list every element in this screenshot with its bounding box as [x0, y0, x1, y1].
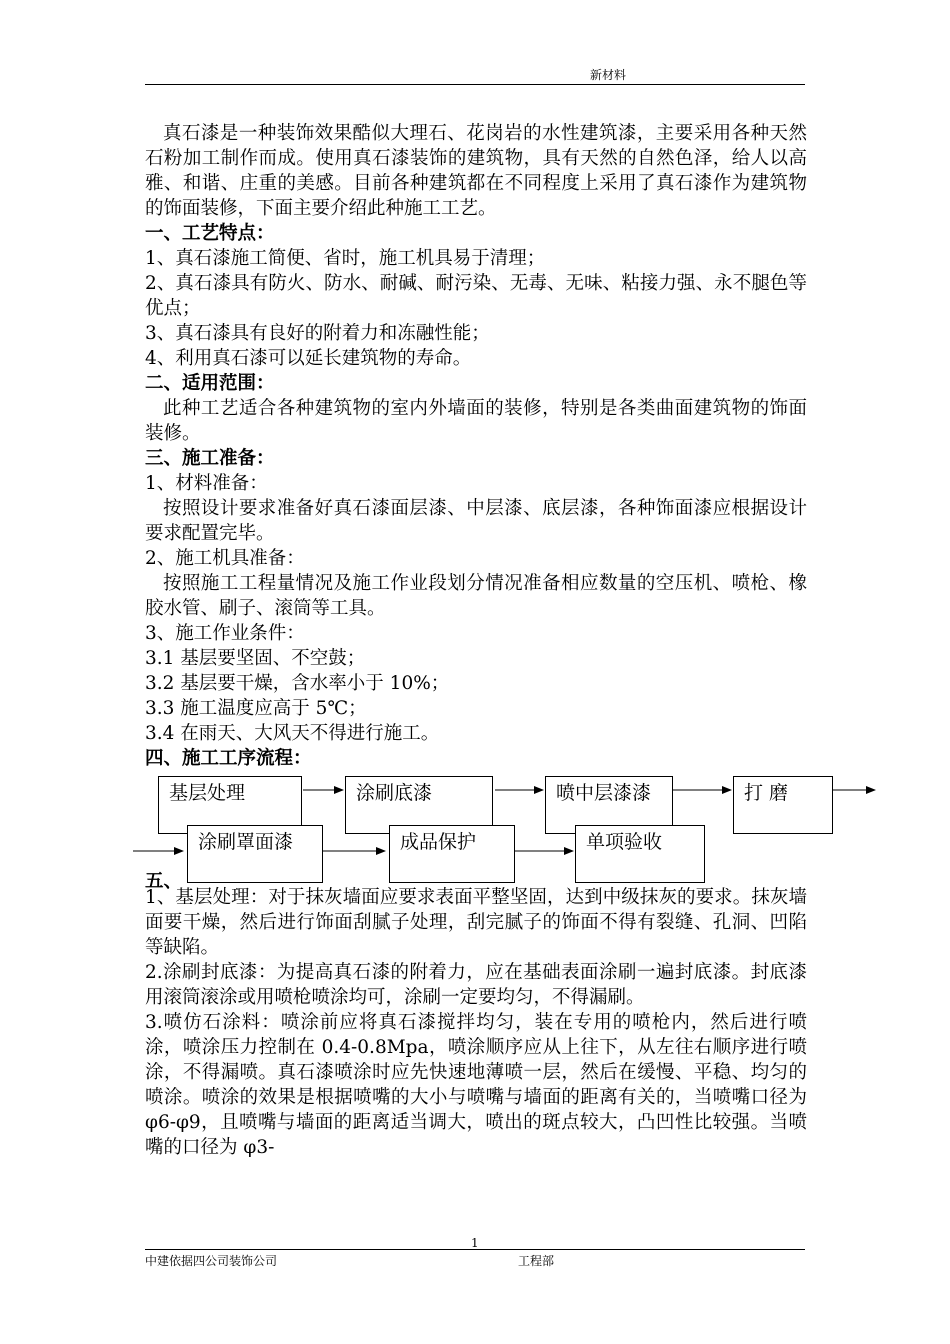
- document-body: [145, 121, 807, 1160]
- section1-item: 3、真石漆具有良好的附着力和冻融性能；: [145, 323, 490, 344]
- flow-step-midcoat: 喷中层漆漆: [545, 776, 673, 834]
- section3-sub3-title: 3、施工作业条件：: [145, 623, 305, 644]
- flow-step-inspection: 单项验收: [575, 825, 705, 883]
- condition-item: 3.1 基层要坚固、不空鼓；: [145, 648, 366, 669]
- header-title: 新材料: [590, 68, 627, 82]
- section5-title: 五、: [145, 871, 183, 892]
- section2-text: 此种工艺适合各种建筑物的室内外墙面的装修，特别是各类曲面建筑物的饰面装修。: [145, 398, 807, 444]
- condition-item: 3.2 基层要干燥，含水率小于 10%；: [145, 673, 450, 694]
- section4-title: 四、施工工序流程：: [145, 748, 312, 769]
- section3-sub2-text: 按照施工工程量情况及施工作业段划分情况准备相应数量的空压机、喷枪、橡胶水管、刷子、滚筒等工具。: [145, 573, 807, 619]
- flow-step-topcoat: 涂刷罩面漆: [187, 825, 323, 883]
- section2-title: 二、适用范围：: [145, 373, 275, 394]
- section3-sub2-title: 2、施工机具准备：: [145, 548, 305, 569]
- section3-title: 三、施工准备：: [145, 448, 275, 469]
- header-rule: [145, 84, 805, 85]
- section3-sub1-text: 按照设计要求准备好真石漆面层漆、中层漆、底层漆，各种饰面漆应根据设计要求配置完毕。: [145, 498, 807, 544]
- section1-item: 1、真石漆施工简便、省时，施工机具易于清理；: [145, 248, 546, 269]
- condition-item: 3.3 施工温度应高于 5℃；: [145, 698, 367, 719]
- section5-paragraph: 1、基层处理：对于抹灰墙面应要求表面平整坚固，达到中级抹灰的要求。抹灰墙面要干燥，然后进行饰面刮腻子处理，刮完腻子的饰面不得有裂缝、孔洞、凹陷等缺陷。: [145, 887, 807, 958]
- flow-step-protection: 成品保护: [389, 825, 515, 883]
- section5-paragraph: 2.涂刷封底漆：为提高真石漆的附着力，应在基础表面涂刷一遍封底漆。封底漆用滚筒滚涂或用喷枪喷涂均可，涂刷一定要均匀，不得漏刷。: [145, 962, 807, 1008]
- footer-rule: [145, 1249, 805, 1250]
- flow-step-primer: 涂刷底漆: [345, 776, 493, 834]
- footer-company: 中建依据四公司装饰公司: [145, 1254, 278, 1268]
- flow-step-sanding: 打 磨: [733, 776, 833, 834]
- section1-item: 2、真石漆具有防火、防水、耐碱、耐污染、无毒、无味、粘接力强、永不腿色等优点；: [145, 273, 807, 319]
- section3-sub1-title: 1、材料准备：: [145, 473, 268, 494]
- process-flow-diagram: [145, 775, 807, 892]
- section5-paragraph: 3.喷仿石涂料：喷涂前应将真石漆搅拌均匀，装在专用的喷枪内，然后进行喷涂，喷涂压力控制在 0.4-0.8Mpa，喷涂顺序应从上往下，从左往右顺序进行喷涂，不得漏喷。真石漆喷涂时应先快速地薄喷一层，然后在缓慢、平稳、均匀的喷涂。喷涂的效果是根据喷嘴的大小与喷嘴与墙面的距离有关的，当喷嘴口径为 φ6-φ9，且喷嘴与墙面的距离适当调大，喷出的斑点较大，凸凹性比较强。当喷嘴的口径为 φ3-: [145, 1012, 807, 1158]
- intro-paragraph: 真石漆是一种装饰效果酷似大理石、花岗岩的水性建筑漆，主要采用各种天然石粉加工制作而成。使用真石漆装饰的建筑物，具有天然的自然色泽，给人以高雅、和谐、庄重的美感。目前各种建筑都在不同程度上采用了真石漆作为建筑物的饰面装修，下面主要介绍此种施工工艺。: [145, 123, 807, 219]
- footer-dept: 工程部: [518, 1254, 555, 1268]
- flow-step-base: 基层处理: [158, 776, 302, 834]
- condition-item: 3.4 在雨天、大风天不得进行施工。: [145, 723, 440, 744]
- section1-item: 4、利用真石漆可以延长建筑物的寿命。: [145, 348, 472, 369]
- section1-title: 一、工艺特点：: [145, 223, 275, 244]
- page-number: 1: [471, 1236, 479, 1250]
